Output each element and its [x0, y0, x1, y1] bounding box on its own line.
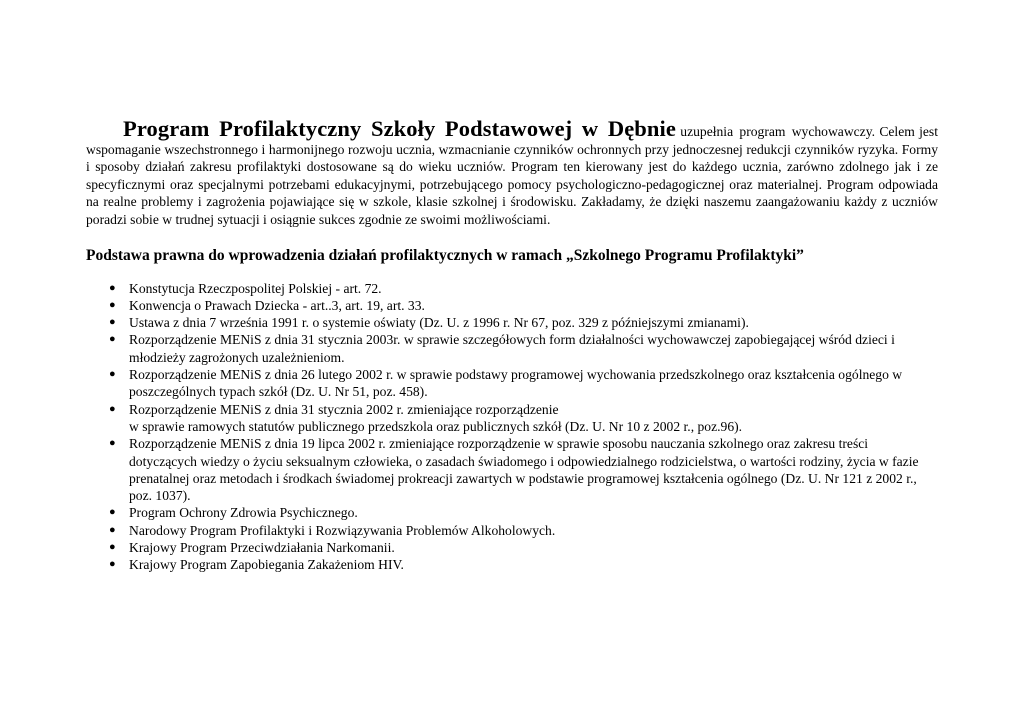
bullet-icon: ●: [109, 281, 116, 294]
list-item: [86, 366, 929, 401]
list-item-text: Ustawa z dnia 7 września 1991 r. o systemie oświaty (Dz. U. z 1996 r. Nr 67, poz. 329 z późniejszymi zmianami).: [129, 315, 749, 331]
list-item: [86, 331, 929, 366]
list-item-text: Konwencja o Prawach Dziecka - art..3, art. 19, art. 33.: [129, 297, 425, 313]
list-item-text: Konstytucja Rzeczpospolitej Polskiej - art. 72.: [129, 280, 382, 296]
list-item-text: Krajowy Program Zapobiegania Zakażeniom HIV.: [129, 557, 404, 573]
document-title: Program Profilaktyczny Szkoły Podstawowej w Dębnie: [123, 116, 676, 141]
bullet-icon: ●: [109, 402, 116, 415]
bullet-icon: ●: [109, 437, 116, 450]
list-item: [86, 280, 929, 297]
list-item: [86, 522, 929, 539]
list-item: [86, 401, 929, 436]
list-item-text: Rozporządzenie MENiS z dnia 31 stycznia 2003r. w sprawie szczegółowych form działalności wychowawczej zapobiegającej wśród dzieci i młodzieży zagrożonych uzależnieniom.: [129, 332, 895, 365]
list-item-text: Narodowy Program Profilaktyki i Rozwiązywania Problemów Alkoholowych.: [129, 522, 556, 538]
intro-paragraph: [86, 118, 938, 229]
list-item: [86, 504, 929, 521]
section-heading: Podstawa prawna do wprowadzenia działań profilaktycznych w ramach „Szkolnego Programu Profilaktyki”: [86, 246, 804, 264]
bullet-icon: ●: [109, 541, 116, 554]
list-item-text: Rozporządzenie MENiS z dnia 19 lipca 2002 r. zmieniające rozporządzenie w sprawie sposobu nauczania szkolnego oraz zakresu treści dotyczących wiedzy o życiu seksualnym człowieka, o zasadach świadomego i odpowiedzialnego rodzicielstwa, o wartości rodziny, życia w fazie prenatalnej oraz metodach i środkach świadomej prokreacji zawartych w podstawie programowej kształcenia ogólnego (Dz. U. Nr 121 z 2002 r., poz. 1037).: [129, 436, 919, 504]
bullet-icon: ●: [109, 316, 116, 329]
list-item-text: Rozporządzenie MENiS z dnia 31 stycznia 2002 r. zmieniające rozporządzenie w sprawie ramowych statutów publicznego przedszkola oraz publicznych szkół (Dz. U. Nr 10 z 2002 r., poz.96).: [129, 401, 743, 434]
list-item: [86, 539, 929, 556]
list-item-text: Krajowy Program Przeciwdziałania Narkomanii.: [129, 540, 395, 556]
intro-text: Celem jest wspomaganie wszechstronnego i harmonijnego rozwoju ucznia, wzmacnianie czynników ochronnych przy jednoczesnej redukcji czynników ryzyka. Formy i sposoby działań zakresu profilaktyki dostosowane są do wieku uczniów. Program ten kierowany jest do każdego ucznia, zarówno zdolnego jak i ze specyficznymi oraz specjalnymi potrzebami edukacyjnymi, potrzebującego pomocy psychologiczno-pedagogicznej oraz materialnej. Program odpowiada na realne problemy i zagrożenia pojawiające się w szkole, klasie szkolnej i środowisku. Zakładamy, że dzięki naszemu zaangażowaniu każdy z uczniów poradzi sobie w trudnej sytuacji i osiągnie sukces zgodnie ze swoimi możliwościami.: [86, 124, 938, 227]
bullet-icon: ●: [109, 523, 116, 536]
list-item: [86, 435, 929, 504]
list-item-text: Rozporządzenie MENiS z dnia 26 lutego 2002 r. w sprawie podstawy programowej wychowania przedszkolnego oraz kształcenia ogólnego w poszczególnych typach szkół (Dz. U. Nr 51, poz. 458).: [129, 367, 903, 400]
list-item-text: Program Ochrony Zdrowia Psychicznego.: [129, 505, 358, 521]
bullet-icon: ●: [109, 298, 116, 311]
list-item: [86, 297, 929, 314]
list-item: [86, 556, 929, 573]
bullet-icon: ●: [109, 558, 116, 571]
bullet-icon: ●: [109, 368, 116, 381]
bullet-icon: ●: [109, 333, 116, 346]
bullet-icon: ●: [109, 506, 116, 519]
document-page: [86, 118, 938, 574]
legal-basis-list: [86, 280, 938, 574]
list-item: [86, 314, 929, 331]
title-continuation: uzupełnia program wychowawczy.: [680, 124, 876, 139]
